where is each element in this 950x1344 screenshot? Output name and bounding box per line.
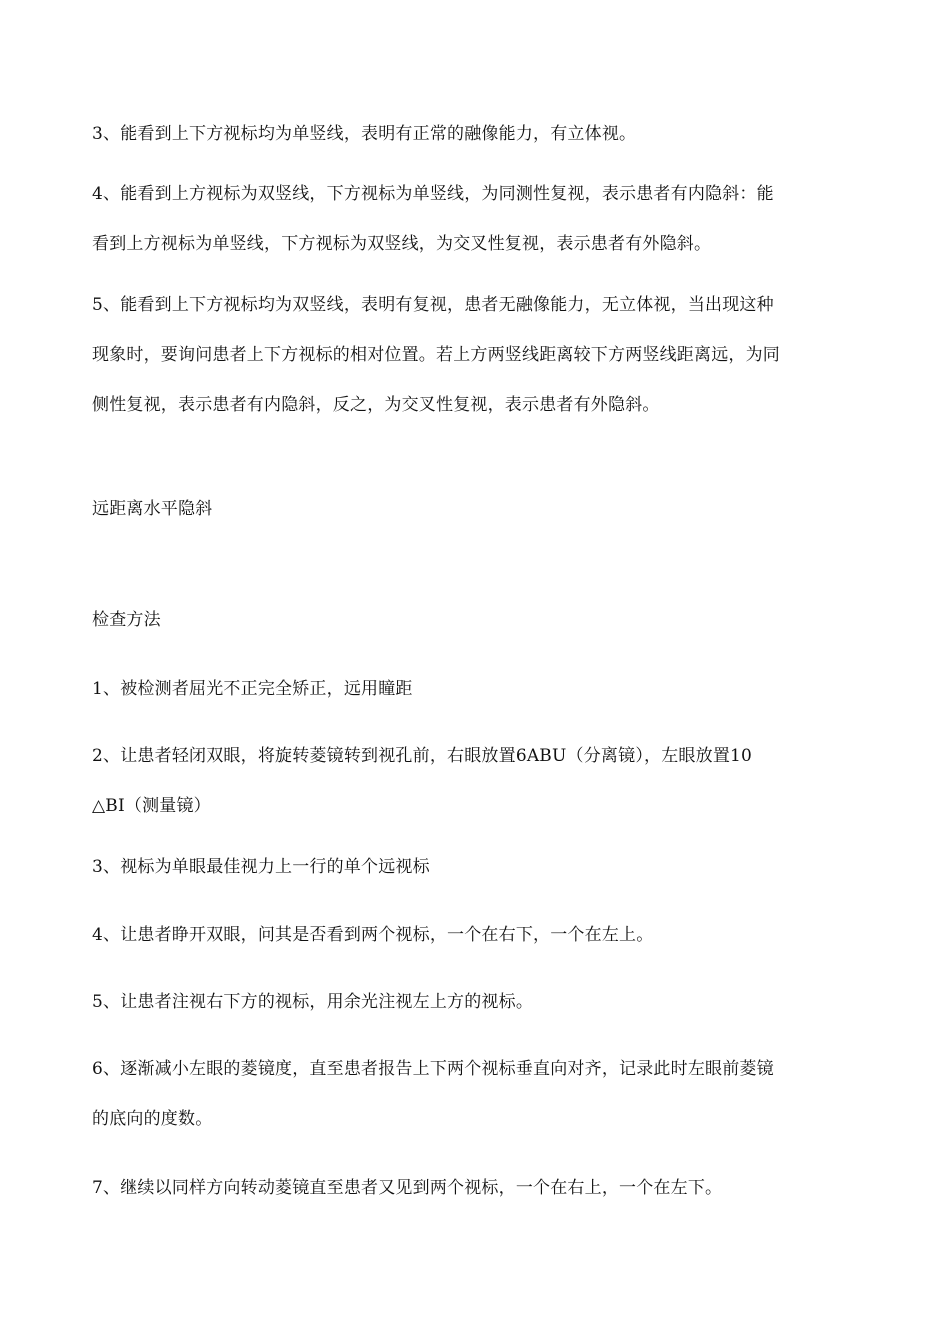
text-line: 5、让患者注视右下方的视标，用余光注视左上方的视标。: [92, 992, 534, 1012]
heading-text: 远距离水平隐斜: [92, 499, 213, 519]
step-3: [92, 842, 860, 892]
step-1: [92, 664, 860, 714]
heading-text: 检查方法: [92, 610, 161, 630]
paragraph-item-3-fusion: [92, 109, 860, 159]
text-line: 1、被检测者屈光不正完全矫正，远用瞳距: [92, 679, 413, 699]
text-line: 7、继续以同样方向转动菱镜直至患者又见到两个视标，一个在右上，一个在左下。: [92, 1178, 723, 1198]
text-line: 看到上方视标为单竖线，下方视标为双竖线，为交叉性复视，表示患者有外隐斜。: [92, 234, 712, 254]
text-line: 6、逐渐减小左眼的菱镜度，直至患者报告上下两个视标垂直向对齐，记录此时左眼前菱镜: [92, 1059, 774, 1079]
text-line: 的底向的度数。: [92, 1109, 213, 1129]
text-line: 3、能看到上下方视标均为单竖线，表明有正常的融像能力，有立体视。: [92, 124, 637, 144]
text-line: 现象时，要询问患者上下方视标的相对位置。若上方两竖线距离较下方两竖线距离远，为同: [92, 345, 780, 365]
step-7: [92, 1163, 860, 1213]
text-line: 2、让患者轻闭双眼，将旋转菱镜转到视孔前，右眼放置6ABU（分离镜），左眼放置10: [92, 746, 753, 766]
section-heading-distance-lateral-phoria: [92, 484, 860, 534]
step-2: [92, 731, 860, 831]
text-line: 侧性复视，表示患者有内隐斜，反之，为交叉性复视，表示患者有外隐斜。: [92, 395, 660, 415]
step-5: [92, 977, 860, 1027]
text-line: 3、视标为单眼最佳视力上一行的单个远视标: [92, 857, 430, 877]
step-4: [92, 910, 860, 960]
step-6: [92, 1044, 860, 1144]
text-line: 5、能看到上下方视标均为双竖线，表明有复视，患者无融像能力，无立体视，当出现这种: [92, 295, 774, 315]
paragraph-item-5-diplopia: [92, 280, 860, 430]
text-line: 4、能看到上方视标为双竖线，下方视标为单竖线，为同测性复视，表示患者有内隐斜：能: [92, 184, 774, 204]
paragraph-item-4-esophoria-exophoria: [92, 169, 860, 269]
text-line: △BI（测量镜）: [92, 796, 211, 816]
text-line: 4、让患者睁开双眼，问其是否看到两个视标，一个在右下，一个在左上。: [92, 925, 654, 945]
subheading-examination-method: [92, 595, 860, 645]
